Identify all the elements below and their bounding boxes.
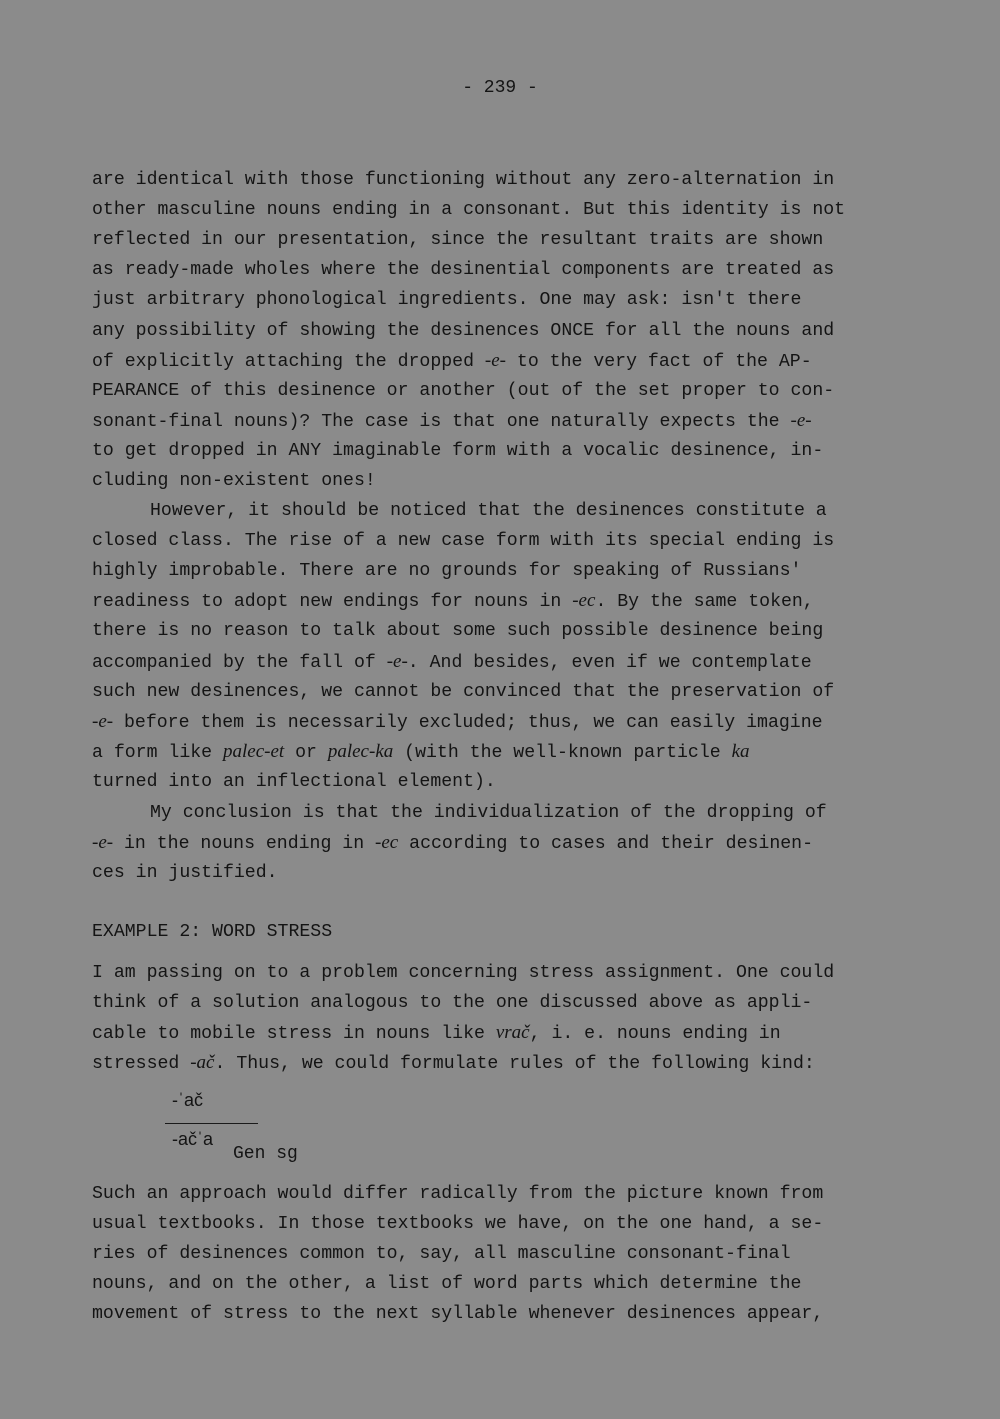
text-line [150, 500, 827, 522]
text-run: My conclusion is that the individualization of the dropping of [150, 803, 827, 823]
text-line [92, 199, 845, 221]
text-run: turned into an inflectional element). [92, 771, 496, 792]
text-line [92, 440, 823, 462]
text-line [92, 771, 496, 793]
text-line [92, 169, 834, 191]
text-run: I am passing on to a problem concerning stress assignment. One could [92, 963, 835, 983]
text-line [92, 1303, 823, 1325]
text-line [92, 1022, 781, 1045]
text-line [92, 350, 812, 373]
text-run: , i. e. nouns ending in [529, 1024, 781, 1045]
text-run: . Thus, we could formulate rules of the following kind: [214, 1054, 815, 1075]
text-line [92, 1213, 823, 1235]
text-line [92, 320, 834, 342]
italic-term: -e- [790, 409, 812, 431]
text-line [92, 410, 812, 433]
formula-case-label: Gen sg [233, 1144, 298, 1164]
text-run: cluding non-existent ones! [92, 471, 376, 491]
text-run: ries of desinences common to, say, all masculine consonant-final [92, 1244, 791, 1265]
text-run: such new desinences, we cannot be convinced that the preservation of [92, 681, 835, 702]
text-run: ces in justified. [92, 863, 278, 884]
text-run: other masculine nouns ending in a consonant. But this identity is not [92, 200, 846, 221]
text-run: in the nouns ending in [113, 834, 376, 855]
text-run: are identical with those functioning without any zero-alternation in [92, 170, 835, 190]
text-run: any possibility of showing the desinences ONCE for all the nouns and [92, 320, 835, 341]
text-run: cable to mobile stress in nouns like [92, 1024, 496, 1045]
section-heading: EXAMPLE 2: WORD STRESS [92, 922, 333, 942]
formula-divider [165, 1123, 258, 1124]
text-line [92, 380, 834, 402]
italic-term: -e- [484, 349, 507, 371]
italic-term: -e- [92, 832, 114, 854]
italic-term: palec-ka [327, 740, 394, 762]
text-run: accompanied by the fall of [92, 652, 387, 673]
text-run: nouns, and on the other, a list of word parts which determine the [92, 1274, 802, 1295]
text-run: just arbitrary phonological ingredients. One may ask: isn't there [92, 290, 802, 311]
text-run: readiness to adopt new endings for nouns in [92, 592, 573, 613]
text-run: to get dropped in ANY imaginable form with a vocalic desinence, in- [92, 440, 824, 461]
text-line [92, 560, 801, 582]
text-line [92, 651, 812, 674]
italic-term: ka [731, 740, 750, 762]
italic-term: -ač [190, 1052, 215, 1074]
text-line [92, 530, 834, 552]
text-run: sonant-final nouns)? The case is that one naturally expects the [92, 411, 791, 432]
formula-genitive: -ačˈa [172, 1129, 214, 1149]
text-line [92, 620, 823, 642]
text-line [92, 289, 801, 311]
italic-term: -ec [375, 832, 399, 854]
text-run: before them is necessarily excluded; thus, we can easily imagine [113, 712, 823, 733]
text-line [92, 1273, 801, 1295]
text-run: a form like [92, 742, 223, 763]
text-line [92, 229, 823, 251]
text-run: of explicitly attaching the dropped [92, 351, 485, 372]
text-run: think of a solution analogous to the one discussed above as appli- [92, 993, 813, 1014]
text-line [150, 802, 827, 824]
text-run: usual textbooks. In those textbooks we have, on the one hand, a se- [92, 1214, 824, 1235]
text-run: . By the same token, [595, 592, 814, 613]
text-run: Such an approach would differ radically from the picture known from [92, 1184, 824, 1204]
page-number: - 239 - [462, 78, 538, 98]
text-line [92, 590, 814, 613]
text-line [92, 992, 812, 1014]
text-line [92, 1243, 791, 1265]
text-line [92, 862, 278, 884]
text-line [92, 681, 834, 703]
text-run: However, it should be noticed that the desinences constitute a [150, 501, 827, 521]
text-line [92, 962, 834, 984]
text-run: as ready-made wholes where the desinential components are treated as [92, 260, 835, 281]
text-run: movement of stress to the next syllable whenever desinences appear, [92, 1304, 824, 1325]
text-run: PEARANCE of this desinence or another (out of the set proper to con- [92, 380, 835, 401]
text-run: closed class. The rise of a new case form with its special ending is [92, 531, 835, 552]
text-run: there is no reason to talk about some such possible desinence being [92, 621, 824, 642]
italic-term: palec-et [222, 740, 285, 762]
text-run: (with the well-known particle [393, 742, 732, 763]
text-line [92, 470, 376, 492]
text-line [92, 741, 750, 764]
italic-term: -e- [92, 710, 114, 732]
italic-term: -e- [386, 650, 408, 672]
text-line [92, 832, 813, 855]
text-run: or [284, 742, 328, 763]
italic-term: -ec [572, 590, 596, 612]
text-run: reflected in our presentation, since the resultant traits are shown [92, 230, 824, 251]
text-run: . And besides, even if we contemplate [407, 652, 812, 673]
text-run: according to cases and their desinen- [398, 834, 813, 855]
text-line [92, 259, 834, 281]
text-run: highly improbable. There are no grounds for speaking of Russians' [92, 561, 802, 582]
text-line [92, 1052, 815, 1075]
text-line [92, 711, 823, 734]
italic-term: vrač [495, 1022, 530, 1044]
text-run: stressed [92, 1054, 191, 1075]
text-run: to the very fact of the AP- [506, 351, 812, 372]
formula-nominative: -ˈač [172, 1090, 203, 1110]
text-line [92, 1183, 823, 1205]
